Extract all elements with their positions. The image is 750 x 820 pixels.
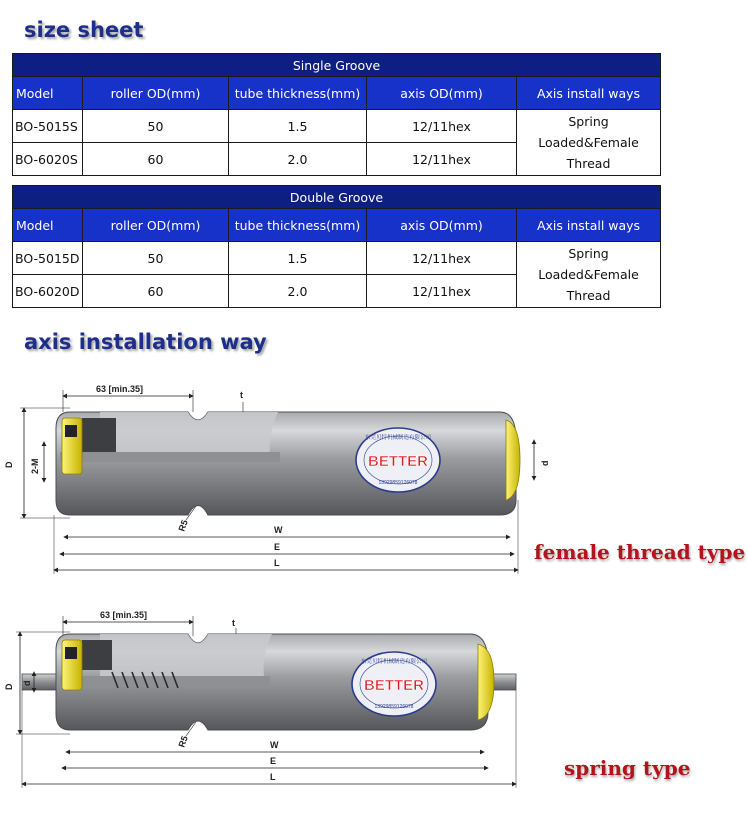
- install-line: Spring: [568, 246, 609, 261]
- end-cap-right-icon: [478, 644, 494, 720]
- end-cap-right-icon: [506, 420, 520, 500]
- size-sheet-title: size sheet: [24, 18, 144, 42]
- column-header-tube-thickness: tube thickness(mm): [229, 77, 367, 110]
- cell-axis-od: 12/11hex: [367, 242, 517, 275]
- dimension-label-d: d: [540, 460, 550, 466]
- column-header-roller-od: roller OD(mm): [83, 209, 229, 242]
- axis-installation-title: axis installation way: [24, 330, 267, 354]
- install-line: Spring: [568, 114, 609, 129]
- dimension-label-63: 63 [min.35]: [100, 610, 148, 620]
- column-header-tube-thickness: tube thickness(mm): [229, 209, 367, 242]
- table-group-title: Double Groove: [13, 186, 661, 209]
- cell-roller-od: 60: [83, 275, 229, 308]
- column-header-roller-od: roller OD(mm): [83, 77, 229, 110]
- cell-model: BO-5015D: [13, 242, 83, 275]
- dimension-label-L: L: [270, 772, 276, 782]
- dimension-label-D: D: [4, 683, 14, 690]
- dimension-label-D: D: [4, 461, 14, 468]
- female-thread-diagram: [4, 384, 550, 574]
- cell-axis-od: 12/11hex: [367, 143, 517, 176]
- dimension-label-W: W: [274, 525, 283, 535]
- dimension-label-t: t: [240, 390, 243, 400]
- dimension-label-L: L: [274, 558, 280, 568]
- inner-shaft: [60, 452, 280, 462]
- dimension-label-2M: 2-M: [30, 458, 40, 474]
- column-header-install-ways: Axis install ways: [517, 209, 661, 242]
- install-line: Thread: [566, 156, 611, 171]
- better-logo-icon: [356, 428, 440, 492]
- female-thread-type-label: female thread type: [534, 540, 746, 564]
- install-line: Thread: [566, 288, 611, 303]
- cell-roller-od: 60: [83, 143, 229, 176]
- column-header-model: Model: [13, 209, 83, 242]
- cell-tube-thickness: 2.0: [229, 143, 367, 176]
- cell-axis-od: 12/11hex: [367, 275, 517, 308]
- spring-type-diagram: [4, 610, 516, 788]
- dimension-label-E: E: [274, 542, 281, 552]
- cell-tube-thickness: 1.5: [229, 110, 367, 143]
- logo-ring-top: 东莞贝特机械制造有限公司: [360, 659, 428, 665]
- cell-tube-thickness: 1.5: [229, 242, 367, 275]
- cell-model: BO-6020D: [13, 275, 83, 308]
- logo-text: BETTER: [364, 677, 424, 694]
- dimension-label-d: d: [22, 680, 32, 686]
- logo-ring-bottom: 13929859126078: [374, 704, 414, 710]
- cell-model: BO-6020S: [13, 143, 83, 176]
- cell-axis-od: 12/11hex: [367, 110, 517, 143]
- cell-roller-od: 50: [83, 110, 229, 143]
- logo-ring-top: 东莞贝特机械制造有限公司: [364, 435, 432, 441]
- column-header-axis-od: axis OD(mm): [367, 209, 517, 242]
- install-line: Loaded&Female: [538, 135, 639, 150]
- column-header-axis-od: axis OD(mm): [367, 77, 517, 110]
- column-header-install-ways: Axis install ways: [517, 77, 661, 110]
- spring-type-label: spring type: [564, 756, 691, 780]
- dimension-label-R5: R5: [176, 734, 190, 749]
- table-group-title: Single Groove: [13, 54, 661, 77]
- dimension-label-E: E: [270, 756, 277, 766]
- logo-text: BETTER: [368, 453, 428, 470]
- dimension-label-R5: R5: [176, 518, 190, 533]
- cell-roller-od: 50: [83, 242, 229, 275]
- logo-ring-bottom: 13929859126078: [378, 480, 418, 486]
- install-line: Loaded&Female: [538, 267, 639, 282]
- dimension-label-t: t: [232, 618, 235, 628]
- better-logo-icon: [352, 652, 436, 716]
- cell-model: BO-5015S: [13, 110, 83, 143]
- dimension-label-W: W: [270, 740, 279, 750]
- column-header-model: Model: [13, 77, 83, 110]
- dimension-label-63: 63 [min.35]: [96, 384, 144, 394]
- cell-tube-thickness: 2.0: [229, 275, 367, 308]
